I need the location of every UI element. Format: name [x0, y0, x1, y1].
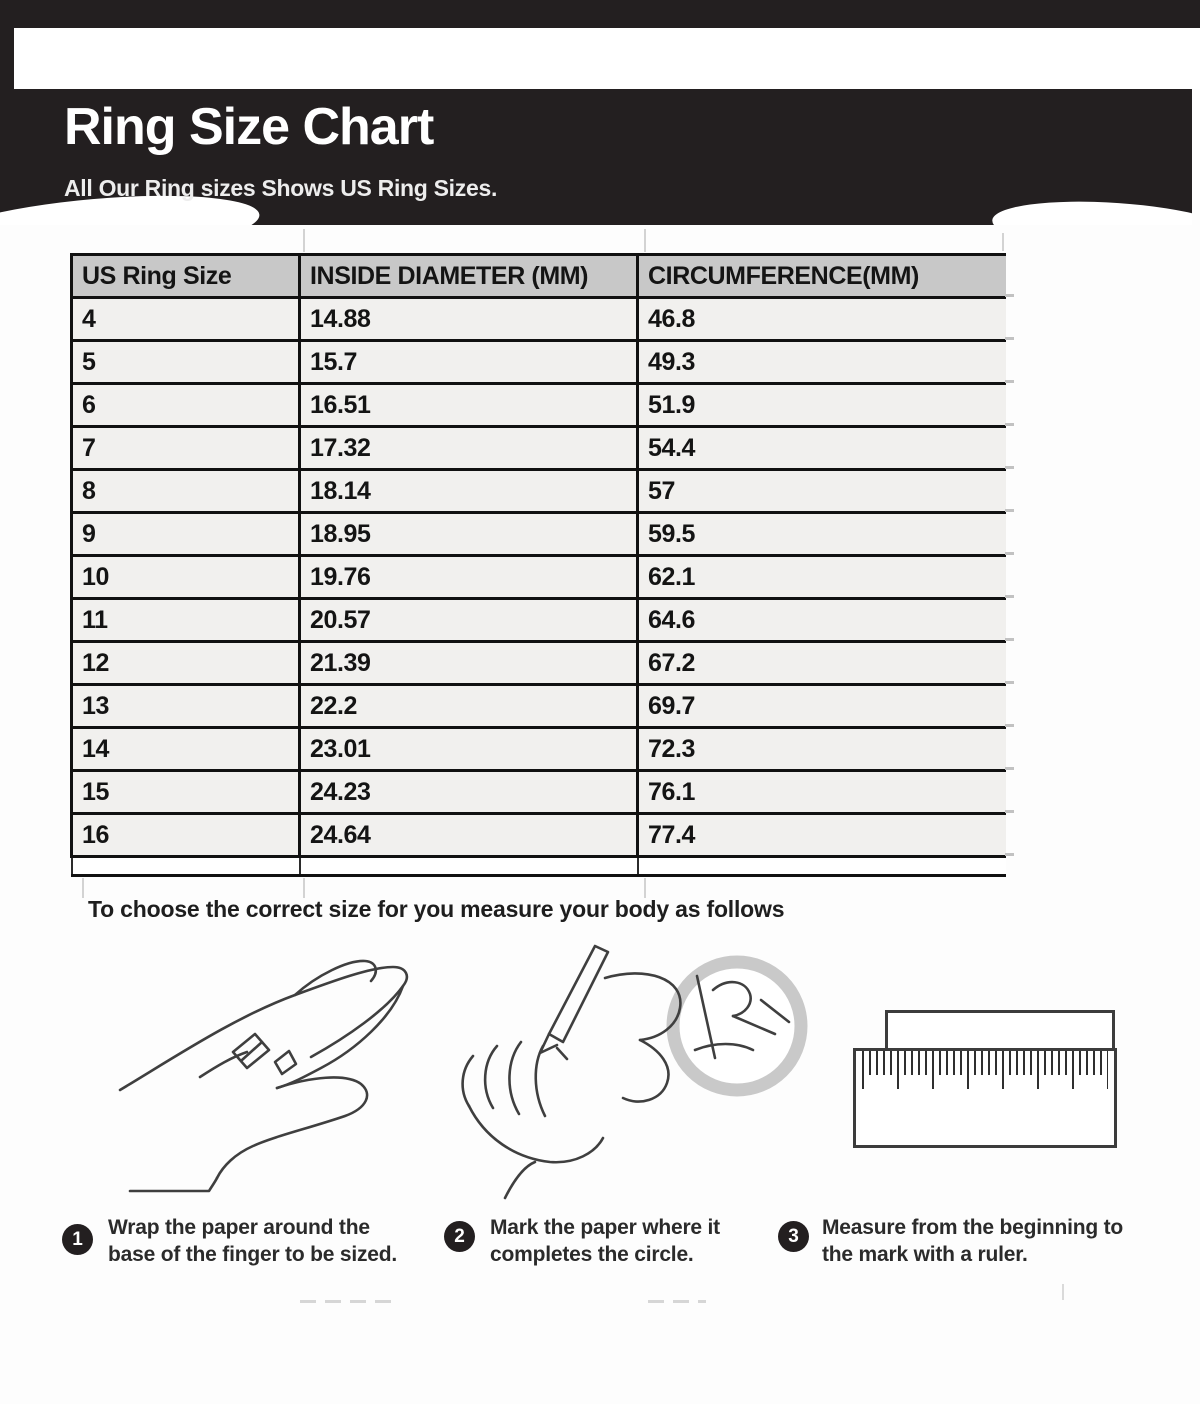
table-cell: 15 — [72, 771, 300, 814]
table-cell: 24.64 — [300, 814, 638, 857]
artifact-row-tick — [1005, 380, 1014, 383]
table-cell: 12 — [72, 642, 300, 685]
table-cell: 67.2 — [638, 642, 1006, 685]
table-row — [72, 771, 1006, 814]
table-cell: 22.2 — [300, 685, 638, 728]
table-row — [72, 298, 1006, 341]
artifact-row-tick — [1005, 853, 1014, 856]
table-cell: 9 — [72, 513, 300, 556]
step-1-badge: 1 — [62, 1224, 93, 1255]
table-row — [72, 814, 1006, 857]
table-row — [72, 685, 1006, 728]
artifact-row-tick — [1005, 638, 1014, 641]
table-cell: 15.7 — [300, 341, 638, 384]
artifact-row-tick — [1005, 681, 1014, 684]
artifact-row-tick — [1005, 423, 1014, 426]
table-row — [72, 513, 1006, 556]
table-cell: 72.3 — [638, 728, 1006, 771]
hand-pen-magnifier-icon — [445, 938, 815, 1200]
table-cell: 77.4 — [638, 814, 1006, 857]
table-header-row — [72, 255, 1006, 298]
table-cell: 11 — [72, 599, 300, 642]
artifact-row-tick — [1005, 595, 1014, 598]
table-cell: 57 — [638, 470, 1006, 513]
page-subtitle: All Our Ring sizes Shows US Ring Sizes. — [64, 175, 498, 201]
ring-size-table — [70, 253, 1006, 877]
table-row — [72, 728, 1006, 771]
table-row — [72, 427, 1006, 470]
table-row — [72, 384, 1006, 427]
artifact-guide-line — [1002, 233, 1004, 251]
column-header-us-ring-size: US Ring Size — [72, 255, 300, 298]
artifact-row-tick — [1005, 810, 1014, 813]
step-2-badge: 2 — [444, 1221, 475, 1252]
artifact-row-tick — [1005, 767, 1014, 770]
artifact-guide-line — [644, 878, 646, 898]
artifact-guide-line — [644, 229, 646, 252]
table-row — [72, 470, 1006, 513]
table-cell: 62.1 — [638, 556, 1006, 599]
artifact-guide-line — [82, 878, 84, 898]
artifact-row-tick — [1005, 337, 1014, 340]
table-cell: 69.7 — [638, 685, 1006, 728]
artifact-dashes — [300, 1300, 395, 1303]
artifact-row-tick — [1005, 466, 1014, 469]
table-cell: 5 — [72, 341, 300, 384]
hand-sketch-icon — [105, 955, 475, 1200]
table-cell: 6 — [72, 384, 300, 427]
ruler-major-ticks-icon — [862, 1051, 1108, 1089]
artifact-dashes — [648, 1300, 706, 1303]
step-2-text: Mark the paper where it completes the circle. — [490, 1216, 720, 1266]
table-cell: 7 — [72, 427, 300, 470]
header-white-band — [14, 28, 1200, 89]
table-cell: 16 — [72, 814, 300, 857]
header-banner — [0, 89, 1192, 225]
header-left-edge — [0, 28, 14, 89]
table-cell: 18.14 — [300, 470, 638, 513]
artifact-tick — [1062, 1284, 1064, 1300]
table-cell: 51.9 — [638, 384, 1006, 427]
artifact-guide-line — [303, 229, 305, 252]
table-empty-row — [72, 857, 1006, 876]
table-cell: 24.23 — [300, 771, 638, 814]
column-header-inside-diameter: INSIDE DIAMETER (MM) — [300, 255, 638, 298]
magnifier-circle-icon — [673, 962, 801, 1090]
table-row — [72, 556, 1006, 599]
table-cell: 16.51 — [300, 384, 638, 427]
table-cell: 54.4 — [638, 427, 1006, 470]
white-swoosh-right — [990, 194, 1192, 225]
page-title: Ring Size Chart — [64, 98, 434, 156]
artifact-row-tick — [1005, 509, 1014, 512]
table-cell: 4 — [72, 298, 300, 341]
table-row — [72, 599, 1006, 642]
artifact-row-tick — [1005, 724, 1014, 727]
table-cell: 14.88 — [300, 298, 638, 341]
table-cell: 13 — [72, 685, 300, 728]
artifact-row-tick — [1005, 294, 1014, 297]
step-1-text: Wrap the paper around the base of the finger to be sized. — [108, 1216, 398, 1266]
column-header-circumference: CIRCUMFERENCE(MM) — [638, 255, 1006, 298]
table-cell: 17.32 — [300, 427, 638, 470]
table-cell: 64.6 — [638, 599, 1006, 642]
step-3-badge: 3 — [778, 1221, 809, 1252]
table-cell: 59.5 — [638, 513, 1006, 556]
table-cell: 46.8 — [638, 298, 1006, 341]
top-black-strip — [0, 0, 1200, 28]
table-cell: 8 — [72, 470, 300, 513]
table-cell: 49.3 — [638, 341, 1006, 384]
table-cell: 14 — [72, 728, 300, 771]
ruler-illustration — [853, 1048, 1117, 1148]
table-row — [72, 341, 1006, 384]
table-cell: 10 — [72, 556, 300, 599]
artifact-row-tick — [1005, 552, 1014, 555]
table-row — [72, 642, 1006, 685]
hand-marking-paper-illustration — [445, 938, 815, 1200]
hand-with-paper-strip-illustration — [105, 955, 475, 1200]
table-cell: 20.57 — [300, 599, 638, 642]
artifact-guide-line — [303, 878, 305, 898]
table-cell: 23.01 — [300, 728, 638, 771]
table-cell: 21.39 — [300, 642, 638, 685]
table-cell: 76.1 — [638, 771, 1006, 814]
measure-instructions-caption: To choose the correct size for you measure your body as follows — [88, 896, 785, 922]
table-cell: 18.95 — [300, 513, 638, 556]
step-3-text: Measure from the beginning to the mark with a ruler. — [822, 1216, 1124, 1266]
table-cell: 19.76 — [300, 556, 638, 599]
